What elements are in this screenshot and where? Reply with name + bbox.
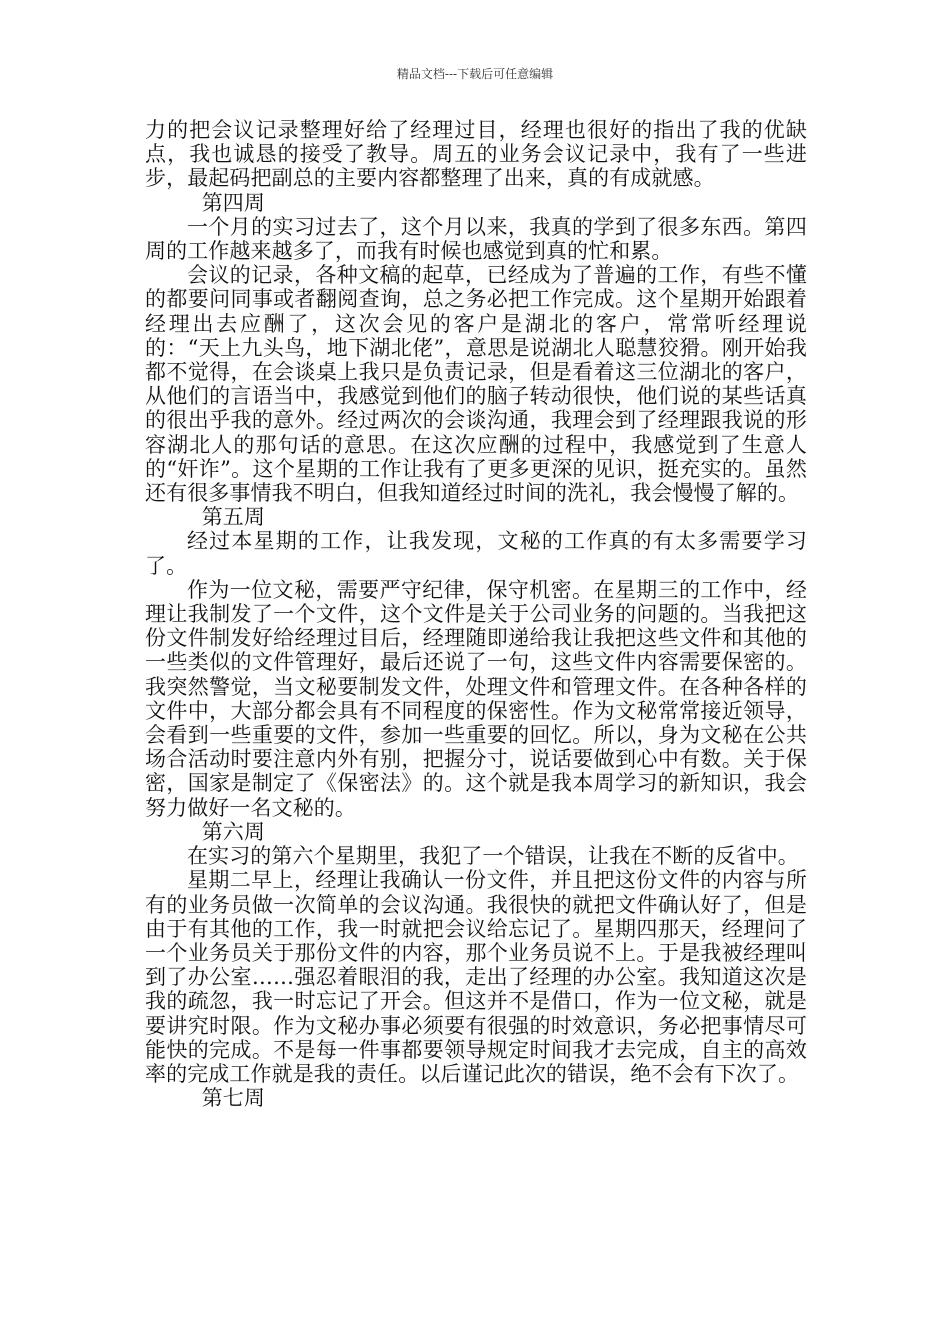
heading-week-six: 第六周 bbox=[201, 819, 265, 844]
paragraph-week-five-intro: 经过本星期的工作，让我发现，文秘的工作真的有太多需要学习了。 bbox=[145, 529, 807, 578]
paragraph-week-six-intro: 在实习的第六个星期里，我犯了一个错误，让我在不断的反省中。 bbox=[187, 844, 799, 869]
heading-week-five: 第五周 bbox=[201, 505, 265, 530]
page-header: 精品文档---下载后可任意编辑 bbox=[396, 67, 554, 81]
paragraph-week-four-intro: 一个月的实习过去了，这个月以来，我真的学到了很多东西。第四周的工作越来越多了，而我有时候也感觉到真的忙和累。 bbox=[145, 214, 807, 264]
document-body bbox=[145, 118, 807, 1110]
heading-week-four: 第四周 bbox=[201, 190, 265, 215]
paragraph-week-four-body: 会议的记录，各种文稿的起草，已经成为了普遍的工作，有些不懂的都要问同事或者翻阅查询，总之务必把工作完成。这个星期开始跟着经理出去应酬了，这次会见的客户是湖北的客户，常常听经理说的：“天上九头鸟，地下湖北佬”，意思是说湖北人聪慧狡猾。刚开始我都不觉得，在会谈桌上我只是负责记录，但是看着这三位湖北的客户，从他们的言语当中，我感觉到他们的脑子转动很快，他们说的某些话真的很出乎我的意外。经过两次的会谈沟通，我理会到了经理跟我说的形容湖北人的那句话的意思。在这次应酬的过程中，我感觉到了生意人的“奸诈”。这个星期的工作让我有了更多更深的见识，挺充实的。虽然还有很多事情我不明白，但我知道经过时间的洗礼，我会慢慢了解的。 bbox=[145, 263, 807, 506]
paragraph-week-six-body: 星期二早上，经理让我确认一份文件，并且把这份文件的内容与所有的业务员做一次简单的会议沟通。我很快的就把文件确认好了，但是由于有其他的工作，我一时就把会议给忘记了。星期四那天，经理问了一个业务员关于那份文件的内容，那个业务员说不上。于是我被经理叫到了办公室……强忍着眼泪的我，走出了经理的办公室。我知道这次是我的疏忽，我一时忘记了开会。但这并不是借口，作为一位文秘，就是要讲究时限。作为文秘办事必须要有很强的时效意识，务必把事情尽可能快的完成。不是每一件事都要领导规定时间我才去完成，自主的高效率的完成工作就是我的责任。以后谨记此次的错误，绝不会有下次了。 bbox=[145, 868, 807, 1086]
heading-week-seven: 第七周 bbox=[201, 1086, 265, 1111]
paragraph-continued: 力的把会议记录整理好给了经理过目，经理也很好的指出了我的优缺点，我也诚恳的接受了教导。周五的业务会议记录中，我有了一些进步，最起码把副总的主要内容都整理了出来，真的有成就感。 bbox=[145, 118, 807, 191]
paragraph-week-five-body: 作为一位文秘，需要严守纪律，保守机密。在星期三的工作中，经理让我制发了一个文件，这个文件是关于公司业务的问题的。当我把这份文件制发好给经理过目后，经理随即递给我让我把这些文件和其他的一些类似的文件管理好，最后还说了一句，这些文件内容需要保密的。我突然警觉，当文秘要制发文件，处理文件和管理文件。在各种各样的文件中，大部分都会具有不同程度的保密性。作为文秘常常接近领导，会看到一些重要的文件，参加一些重要的回忆。所以，身为文秘在公共场合活动时要注意内外有别，把握分寸，说话要做到心中有数。关于保密，国家是制定了《保密法》的。这个就是我本周学习的新知识，我会努力做好一名文秘的。 bbox=[145, 577, 807, 820]
